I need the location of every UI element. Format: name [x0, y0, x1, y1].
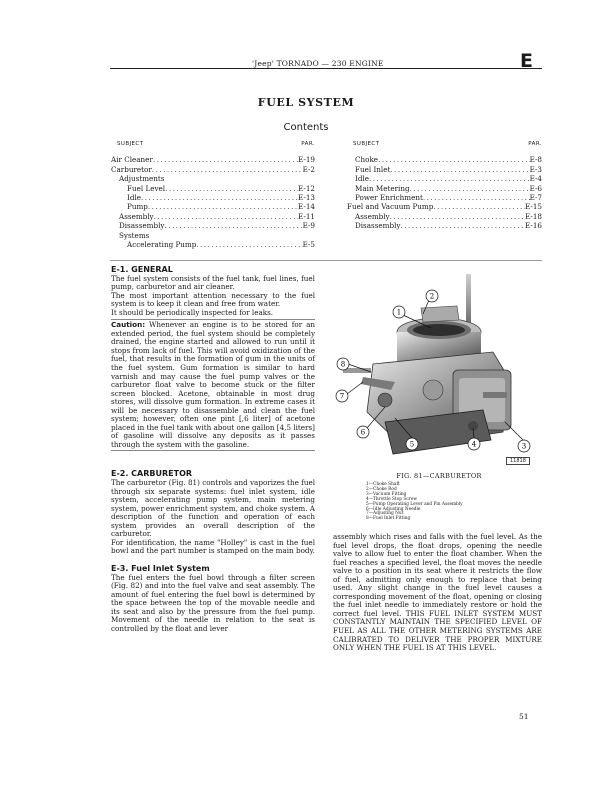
toc-entry-label: Power Enrichment [355, 193, 423, 203]
header-rule [110, 68, 542, 69]
section-heading-e3: E-3. Fuel Inlet System [111, 563, 210, 573]
toc-entry [333, 221, 542, 230]
legend-item: 2—Choke Rod [366, 486, 397, 492]
caution-box [111, 319, 315, 451]
toc-entry [111, 240, 315, 249]
toc-entry-par: E-7 [529, 193, 542, 203]
toc-entry [111, 202, 315, 211]
toc-leader-dots [410, 184, 530, 193]
toc-entry-par: E-12 [298, 183, 315, 193]
figure-legend [366, 483, 463, 522]
legend-item: 3—Vacuum Fitting [366, 491, 407, 497]
toc-entry-label: Idle [355, 174, 369, 184]
callout-label-5: 5 [409, 440, 415, 449]
callout-7 [336, 382, 363, 402]
toc-entry-par: E-4 [529, 174, 542, 184]
toc-entry-label: Disassembly [119, 221, 165, 231]
toc-entry [111, 231, 315, 240]
toc-entry [333, 184, 542, 193]
toc-entry-label: Fuel and Vacuum Pump [347, 202, 434, 212]
contents-divider [110, 260, 542, 261]
toc-entry-label: Pump [127, 202, 148, 212]
toc-leader-dots [164, 221, 302, 230]
toc-entry-par: E-2 [302, 164, 315, 174]
toc-right-header [333, 140, 542, 149]
caution-label: Caution: [111, 320, 146, 330]
callout-label-1: 1 [396, 308, 402, 317]
page-title: FUEL SYSTEM [257, 96, 355, 109]
toc-leader-dots [390, 165, 529, 174]
toc-leader-dots [165, 184, 298, 193]
toc-left-header [111, 140, 315, 149]
paragraph: It should be periodically inspected for leaks. [111, 307, 274, 317]
paragraph: assembly which rises and falls with the fuel level. As the fuel level drops, the float drops, opening the needle valve to allow fuel to enter the float chamber. When the fuel reaches a specified level, the float moves the needle valve to a position in its seat where it restricts the flow of fuel, admitting only enough to replace that being used. Any slight change in the fuel level causes a corresponding movement of the float, opening or closing the fuel inlet needle to immediately restore or hold the correct fuel level. THIS FUEL INLET SYSTEM MUST CONSTANTLY MAINTAIN THE SPECIFIED LEVEL OF FUEL AS ALL THE OTHER METERING SYSTEMS ARE CALIBRATED TO DELIVER THE PROPER MIXTURE ONLY WHEN THE FUEL IS AT THIS LEVEL. [333, 532, 542, 653]
contents-heading: Contents [283, 122, 329, 133]
toc-entry-label: Accelerating Pump [127, 240, 197, 250]
toc-leader-dots [423, 193, 530, 202]
paragraph: For identification, the name "Holley" is cast in the fuel bowl and the part number is stamped on the main body. [111, 537, 315, 556]
legend-item: 8—Fuel Inlet Fitting [366, 516, 411, 522]
toc-leader-dots [378, 155, 530, 164]
toc-entry-label: Fuel Inlet [355, 164, 391, 174]
figure-caption: FIG. 81—CARBURETOR [396, 472, 482, 480]
toc-entry-label: Carburetor [111, 164, 152, 174]
caution-text: Whenever an engine is to be stored for an extended period, the fuel system should be completely drained, the engine started and allowed to run until it stops from lack of fuel. This will avoid oxidization of the fuel, that results in the formation of gum in the units of the fuel system. Gum formation is similar to hard varnish and may cause the fuel pump valves or the carburetor float valve to become stuck or the filter screen blocked. Acetone, obtainable in most drug stores, will dissolve gum formation. In extreme cases it will be necessary to disassemble and clean the fuel system; however, often one pint [,6 liter] of acetone placed in the fuel tank with about one gallon [4,5 liters] of gasoline will dissolve any deposits as it passes through the system with the gasoline. [111, 320, 315, 449]
toc-leader-dots [154, 212, 298, 221]
toc-entry-par: E-19 [298, 155, 315, 165]
right-column [333, 533, 542, 653]
toc-entry-label: Disassembly [355, 221, 401, 231]
callout-label-4: 4 [471, 440, 477, 449]
toc-entry-par: E-6 [529, 183, 542, 193]
toc-entry [333, 212, 542, 221]
toc-entry [111, 221, 315, 230]
toc-leader-dots [148, 202, 298, 211]
toc-leader-dots [400, 221, 525, 230]
toc-entry [333, 155, 542, 164]
caution-paragraph [111, 321, 315, 449]
toc-entry-label: Main Metering [355, 183, 410, 193]
toc-entry-par: E-15 [525, 202, 542, 212]
toc-entry [111, 174, 315, 183]
toc-entry [333, 202, 542, 211]
toc-entry-label: Assembly [119, 211, 154, 221]
toc-leader-dots [152, 165, 303, 174]
toc-entry-label: Fuel Level [127, 183, 166, 193]
toc-leader-dots [390, 212, 525, 221]
toc-entry-par: E-3 [529, 164, 542, 174]
callout-label-6: 6 [360, 428, 366, 437]
paragraph: The carburetor (Fig. 81) controls and vaporizes the fuel through six separate systems: fuel inlet system, idle system, accelerating pump system, main metering system, power enrichment system, and choke system. A description of the function and operation of each system provides an overall description of the carburetor. [111, 478, 315, 539]
toc-leader-dots [433, 202, 525, 211]
toc-entry [111, 184, 315, 193]
section-letter: E [520, 50, 533, 72]
section-heading-e2: E-2. CARBURETOR [111, 469, 193, 479]
toc-entry-par: E-11 [298, 211, 315, 221]
toc-par-header: PAR. [528, 141, 542, 147]
toc-entry-label: Choke [355, 155, 379, 165]
carburetor-figure [333, 272, 545, 470]
figure-number: 11818 [506, 457, 530, 465]
legend-item: 6—Idle Adjusting Needle [366, 506, 421, 512]
legend-item: 4—Throttle Stop Screw [366, 496, 418, 502]
toc-leader-dots [141, 193, 298, 202]
callout-label-7: 7 [339, 392, 345, 401]
legend-item: 5—Pump Operating Lever and Pin Assembly [366, 501, 463, 507]
toc-par-header: PAR. [301, 141, 315, 147]
toc-entry-par: E-9 [302, 221, 315, 231]
toc-entry [111, 193, 315, 202]
left-column [111, 266, 315, 633]
toc-entry [111, 155, 315, 164]
toc-entry [333, 165, 542, 174]
toc-leader-dots [153, 155, 298, 164]
toc-entry-par: E-14 [298, 202, 315, 212]
toc-left [111, 140, 315, 249]
paragraph: The most important attention necessary to the fuel system is to keep it clean and free from water. [111, 290, 315, 309]
toc-entry [333, 174, 542, 183]
toc-entry-par: E-13 [298, 193, 315, 203]
toc-entry [111, 165, 315, 174]
toc-entry-par: E-8 [529, 155, 542, 165]
toc-entry-label: Air Cleaner [111, 155, 153, 165]
toc-subject-header: SUBJECT [117, 141, 144, 147]
toc-entry-label: Systems [119, 230, 150, 240]
running-header: 'Jeep' TORNADO — 230 ENGINE [252, 59, 384, 68]
toc-entry-label: Adjustments [119, 174, 165, 184]
callout-label-3: 3 [521, 442, 527, 451]
toc-entry-par: E-5 [302, 240, 315, 250]
toc-entry [111, 212, 315, 221]
toc-leader-dots [196, 240, 302, 249]
toc-subject-header: SUBJECT [353, 141, 380, 147]
callout-label-8: 8 [340, 360, 346, 369]
paragraph: The fuel enters the fuel bowl through a filter screen (Fig. 82) and into the fuel valve and seat assembly. The amount of fuel entering the fuel bowl is determined by the space between the top of the movable needle and its seat and also by the pressure from the fuel pump. Movement of the needle in relation to the seat is controlled by the float and lever [111, 572, 315, 633]
paragraph: The fuel system consists of the fuel tank, fuel lines, fuel pump, carburetor and air cleaner. [111, 273, 315, 292]
toc-leader-dots [369, 174, 530, 183]
toc-entry-par: E-16 [525, 221, 542, 231]
legend-item: 1—Choke Shaft [366, 482, 400, 487]
callout-label-2: 2 [429, 292, 435, 301]
toc-entry [333, 193, 542, 202]
toc-entry-label: Idle [127, 193, 141, 203]
toc-right [333, 140, 542, 231]
section-heading-e1: E-1. GENERAL [111, 265, 173, 274]
legend-item: 7—Adjusting Nut [366, 511, 404, 517]
page-number: 51 [519, 712, 529, 721]
toc-entry-label: Assembly [355, 211, 390, 221]
toc-entry-par: E-18 [525, 211, 542, 221]
